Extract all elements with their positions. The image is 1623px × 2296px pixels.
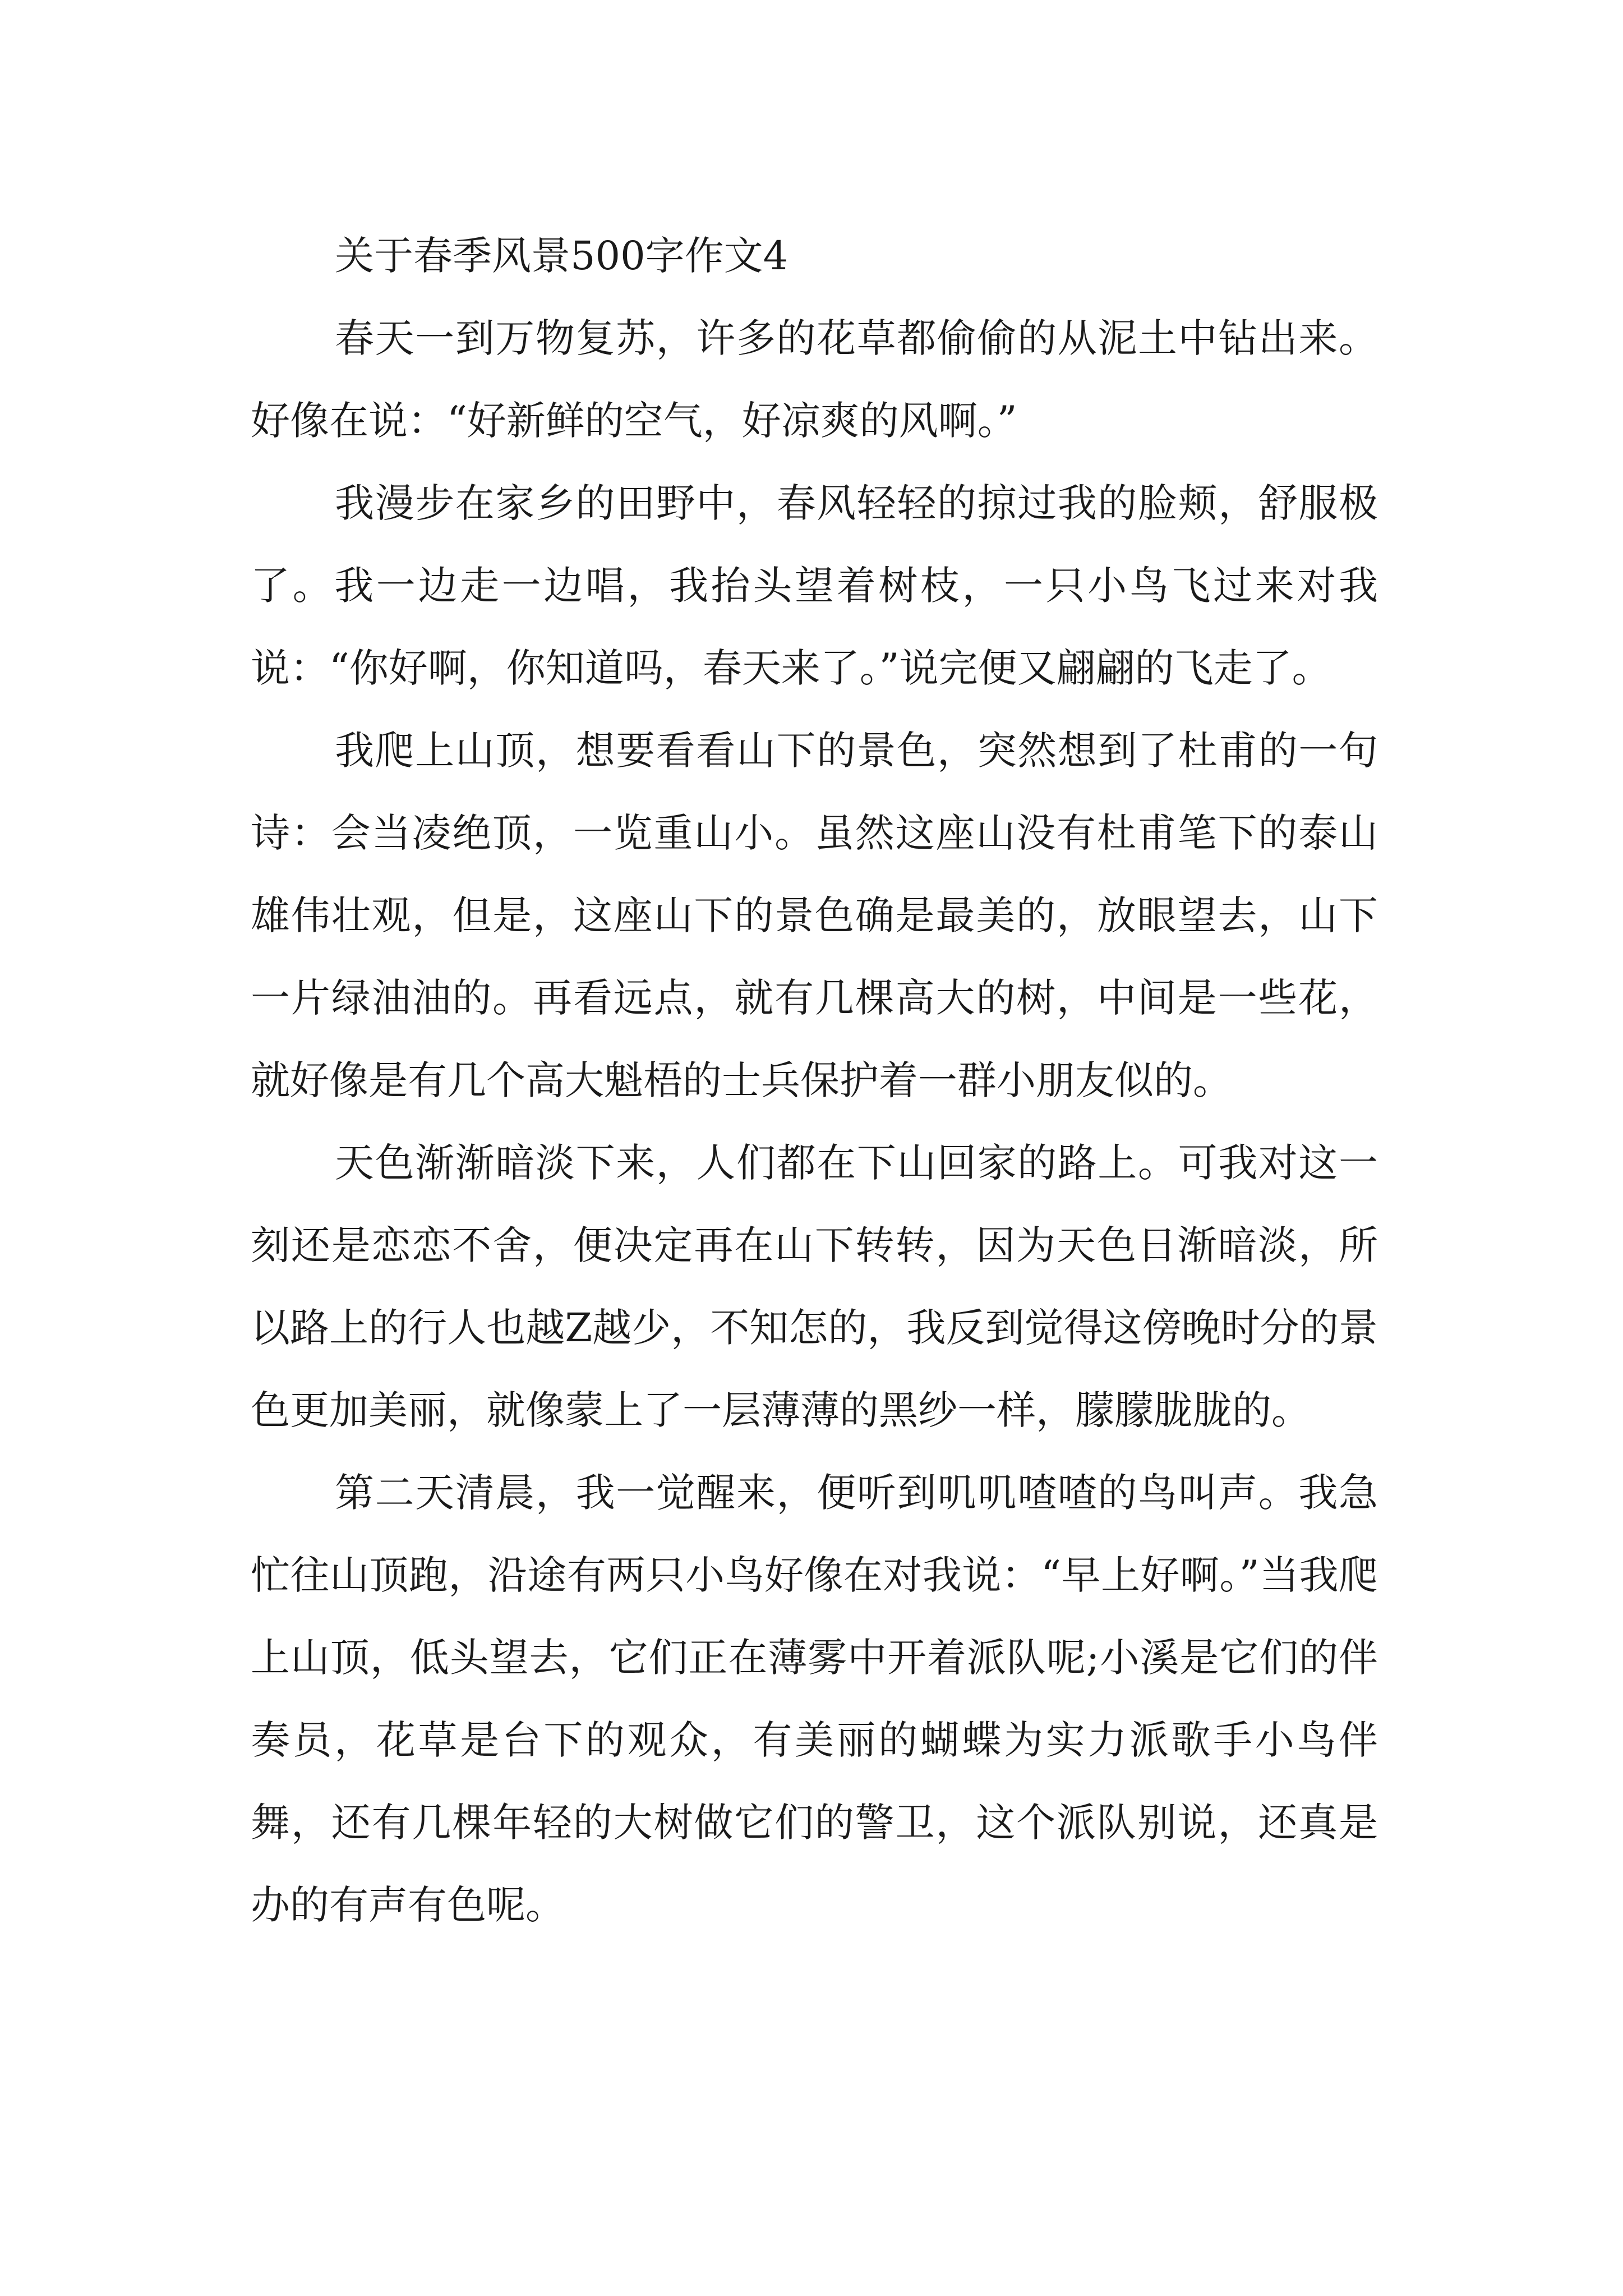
paragraph-3: 我爬上山顶，想要看看山下的景色，突然想到了杜甫的一句诗：会当凌绝顶，一览重山小。虽然这座山没有杜甫笔下的泰山雄伟壮观，但是，这座山下的景色确是最美的，放眼望去，山下一片绿油油的。再看远点，就有几棵高大的树，中间是一些花，就好像是有几个高大魁梧的士兵保护着一群小朋友似的。: [251, 728, 1378, 1103]
paragraph-4: 天色渐渐暗淡下来，人们都在下山回家的路上。可我对这一刻还是恋恋不舍，便决定再在山下转转，因为天色日渐暗淡，所以路上的行人也越Z越少，不知怎的，我反到觉得这傍晚时分的景色更加美丽，就像蒙上了一层薄薄的黑纱一样，朦朦胧胧的。: [251, 1140, 1378, 1433]
document-title: 关于春季风景500字作文4: [335, 233, 789, 279]
document-body: [251, 215, 1378, 1947]
paragraph-5: 第二天清晨，我一觉醒来，便听到叽叽喳喳的鸟叫声。我急忙往山顶跑，沿途有两只小鸟好像在对我说：“早上好啊。”当我爬上山顶，低头望去，它们正在薄雾中开着派队呢;小溪是它们的伴奏员，花草是台下的观众，有美丽的蝴蝶为实力派歌手小鸟伴舞，还有几棵年轻的大树做它们的警卫，这个派队别说，还真是办的有声有色呢。: [251, 1470, 1378, 1928]
paragraph-1: 春天一到万物复苏，许多的花草都偷偷的从泥土中钻出来。好像在说：“好新鲜的空气，好凉爽的风啊。”: [251, 315, 1378, 444]
paragraph-2: 我漫步在家乡的田野中，春风轻轻的掠过我的脸颊，舒服极了。我一边走一边唱，我抬头望着树枝，一只小鸟飞过来对我说：“你好啊，你知道吗，春天来了。”说完便又翩翩的飞走了。: [251, 480, 1378, 691]
